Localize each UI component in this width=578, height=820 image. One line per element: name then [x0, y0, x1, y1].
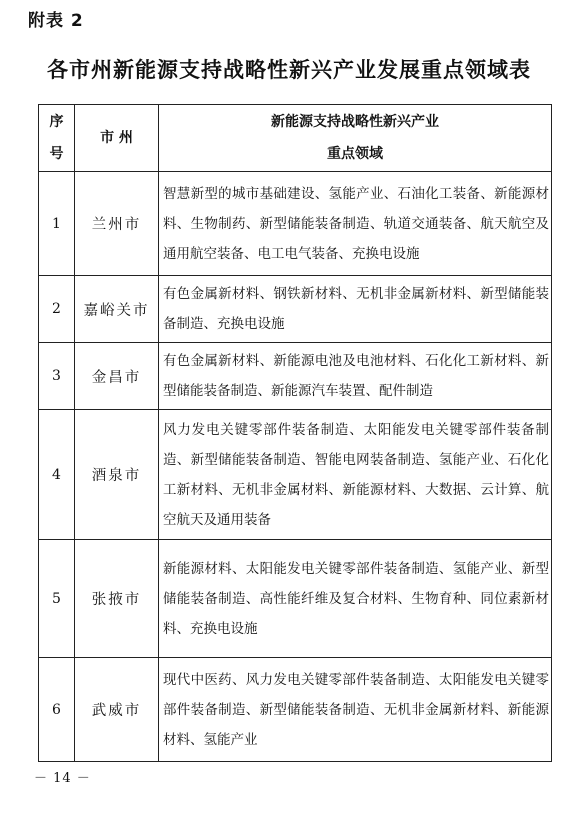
row-areas: 风力发电关键零部件装备制造、太阳能发电关键零部件装备制造、新型储能装备制造、智能电网装备制造、氢能产业、石化化工新材料、无机非金属材料、新能源材料、大数据、云计算、航空航天及通用装备 — [159, 410, 552, 540]
row-index: 1 — [39, 172, 75, 276]
table-row — [39, 172, 552, 276]
row-index: 4 — [39, 410, 75, 540]
row-city: 嘉峪关市 — [75, 276, 159, 343]
row-city: 武威市 — [75, 658, 159, 762]
row-areas: 智慧新型的城市基础建设、氢能产业、石油化工装备、新能源材料、生物制药、新型储能装备制造、轨道交通装备、航天航空及通用航空装备、电工电气装备、充换电设施 — [159, 172, 552, 276]
row-areas: 现代中医药、风力发电关键零部件装备制造、太阳能发电关键零部件装备制造、新型储能装备制造、无机非金属新材料、新能源材料、氢能产业 — [159, 658, 552, 762]
table-row — [39, 276, 552, 343]
page-number: － 14 － — [34, 771, 91, 786]
row-index: 2 — [39, 276, 75, 343]
header-areas-line1: 新能源支持战略性新兴产业 — [271, 114, 439, 130]
table-row — [39, 658, 552, 762]
table-row — [39, 343, 552, 410]
header-index-line2: 号 — [49, 146, 64, 162]
header-areas — [159, 105, 552, 172]
header-areas-line2: 重点领域 — [327, 146, 383, 162]
header-index-line1: 序 — [49, 114, 64, 130]
row-index: 3 — [39, 343, 75, 410]
table-row — [39, 410, 552, 540]
row-areas: 新能源材料、太阳能发电关键零部件装备制造、氢能产业、新型储能装备制造、高性能纤维及复合材料、生物育种、同位素新材料、充换电设施 — [159, 540, 552, 658]
row-areas: 有色金属新材料、钢铁新材料、无机非金属新材料、新型储能装备制造、充换电设施 — [159, 276, 552, 343]
table-row — [39, 540, 552, 658]
document-title: 各市州新能源支持战略性新兴产业发展重点领域表 — [47, 58, 531, 82]
row-city: 张掖市 — [75, 540, 159, 658]
row-areas: 有色金属新材料、新能源电池及电池材料、石化化工新材料、新型储能装备制造、新能源汽车装置、配件制造 — [159, 343, 552, 410]
header-city: 市 州 — [75, 105, 159, 172]
row-index: 6 — [39, 658, 75, 762]
appendix-label: 附表 2 — [28, 11, 84, 31]
key-areas-table — [38, 104, 552, 762]
table-header-row — [39, 105, 552, 172]
row-city: 兰州市 — [75, 172, 159, 276]
row-city: 酒泉市 — [75, 410, 159, 540]
row-index: 5 — [39, 540, 75, 658]
header-index — [39, 105, 75, 172]
row-city: 金昌市 — [75, 343, 159, 410]
